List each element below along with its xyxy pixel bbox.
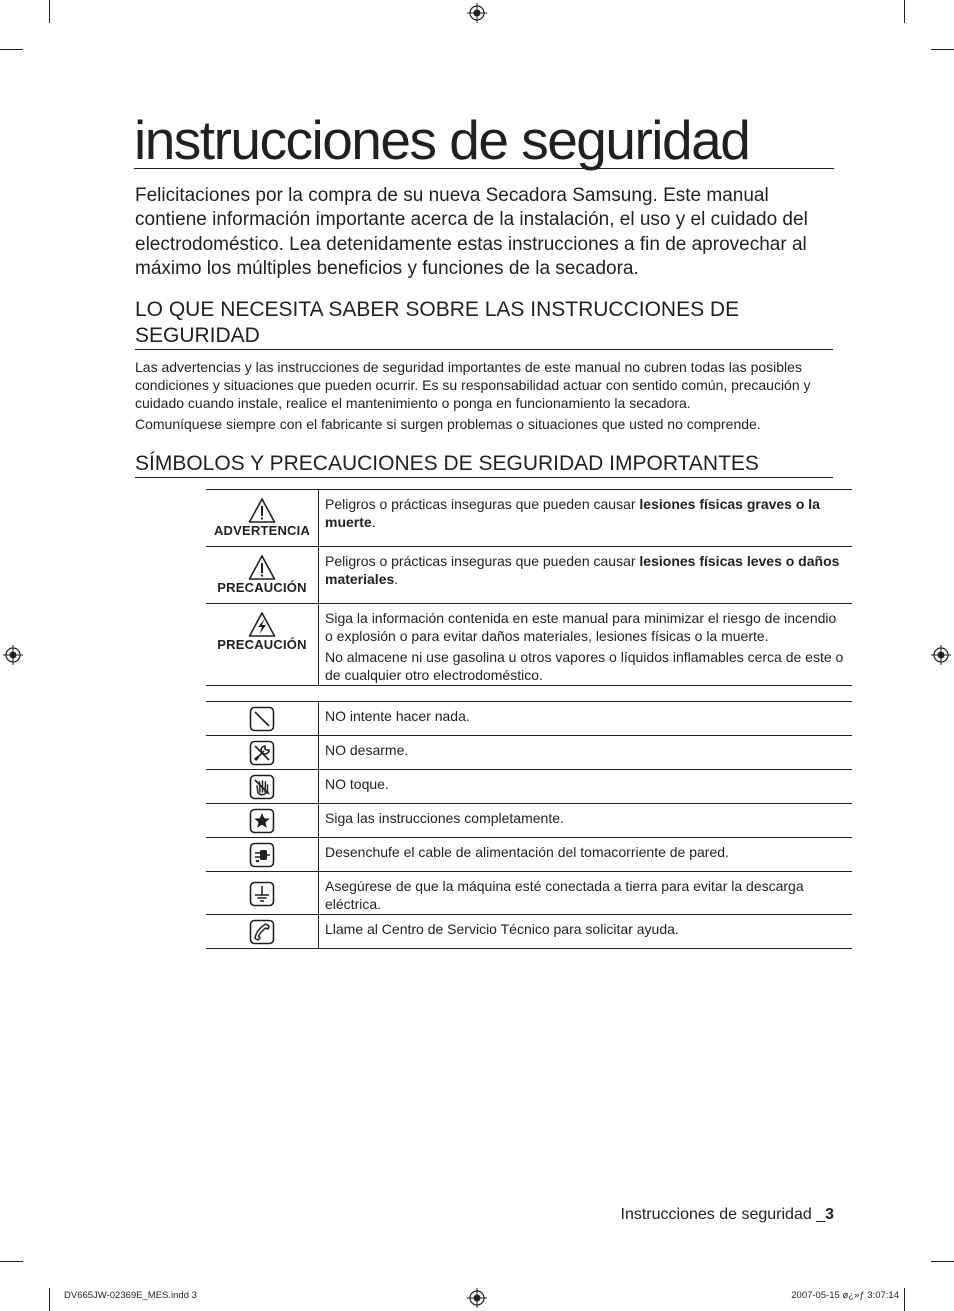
crop-mark — [904, 0, 905, 23]
warning-triangle-icon — [248, 497, 276, 524]
fire-hazard-triangle-icon — [248, 611, 276, 638]
table-row — [206, 702, 852, 736]
intro-paragraph: Felicitaciones por la compra de su nueva Secadora Samsung. Este manual contiene información importante acerca de la instalación, el uso y el cuidado del electrodoméstico. Lea detenidamente estas instrucciones a fin de aprovechar al máximo los múltiples beneficios y funciones de la secadora. — [135, 185, 808, 279]
table-row — [206, 838, 852, 872]
print-slug-file: DV665JW-02369E_MES.indd 3 — [64, 1290, 197, 1301]
caution-label: PRECAUCIÓN — [217, 637, 307, 652]
table-row — [206, 915, 852, 949]
follow-instructions-icon — [249, 808, 275, 834]
crop-mark — [904, 1288, 905, 1311]
no-disassemble-icon — [249, 740, 275, 766]
crop-mark — [0, 49, 23, 50]
list-item: Llame al Centro de Servicio Técnico para solicitar ayuda. — [319, 915, 853, 949]
warning-triangle-icon — [248, 554, 276, 581]
caution-text: . — [394, 571, 399, 587]
caution-text: Peligros o prácticas inseguras que pueden causar — [325, 553, 640, 569]
footer-text: Instrucciones de seguridad _ — [620, 1206, 826, 1223]
page-number: 3 — [825, 1206, 834, 1223]
table-row — [206, 872, 852, 915]
no-touch-icon — [249, 774, 275, 800]
table-row — [206, 804, 852, 838]
crop-mark — [0, 1261, 23, 1262]
warning-text: . — [371, 514, 376, 530]
section-heading-symbols: SÍMBOLOS Y PRECAUCIONES DE SEGURIDAD IMPORTANTES — [135, 451, 833, 478]
caution-text: No almacene ni use gasolina u otros vapores o líquidos inflamables cerca de este o de cualquier otro electrodoméstico. — [325, 649, 844, 683]
warnings-table — [206, 489, 852, 686]
symbols-table — [206, 701, 852, 949]
warning-label: ADVERTENCIA — [213, 523, 311, 538]
ground-icon — [249, 881, 275, 907]
section-heading-safety-instructions: LO QUE NECESITA SABER SOBRE LAS INSTRUCCIONES DE SEGURIDAD — [135, 297, 833, 350]
table-row — [206, 736, 852, 770]
crop-mark — [931, 49, 954, 50]
crop-mark — [931, 1261, 954, 1262]
table-row — [206, 490, 852, 547]
crop-mark — [49, 0, 50, 23]
page-footer — [621, 1206, 834, 1224]
list-item: NO toque. — [319, 770, 853, 804]
section-paragraph: Comuníquese siempre con el fabricante si surgen problemas o situaciones que usted no comprende. — [135, 416, 761, 432]
print-slug-date: 2007-05-15 ø¿»ƒ 3:07:14 — [791, 1290, 899, 1301]
table-row — [206, 770, 852, 804]
list-item: Desenchufe el cable de alimentación del tomacorriente de pared. — [319, 838, 853, 872]
registration-mark-icon — [3, 645, 23, 665]
list-item: NO intente hacer nada. — [319, 702, 853, 736]
page-title: instrucciones de seguridad — [134, 112, 834, 169]
phone-icon — [249, 919, 275, 945]
registration-mark-icon — [467, 1288, 487, 1308]
section-paragraph: Las advertencias y las instrucciones de seguridad importantes de este manual no cubren todas las posibles condiciones y situaciones que pueden ocurrir. Es su responsabilidad actuar con sentido común, precaución y cuidado cuando instale, realice el mantenimiento o ponga en funcionamiento la secadora. — [135, 359, 811, 411]
caution-text: Siga la información contenida en este manual para minimizar el riesgo de incendio o explosión o para evitar daños materiales, lesiones físicas o la muerte. — [325, 610, 837, 644]
table-row — [206, 604, 852, 686]
warning-text-bold: lesiones físicas graves o la muerte — [325, 496, 820, 530]
prohibited-icon — [249, 706, 275, 732]
list-item: NO desarme. — [319, 736, 853, 770]
crop-mark — [49, 1288, 50, 1311]
warning-text: Peligros o prácticas inseguras que pueden causar — [325, 496, 640, 512]
list-item: Asegúrese de que la máquina esté conectada a tierra para evitar la descarga eléctrica. — [319, 872, 853, 915]
list-item: Siga las instrucciones completamente. — [319, 804, 853, 838]
caution-label: PRECAUCIÓN — [217, 580, 307, 595]
table-row — [206, 547, 852, 604]
registration-mark-icon — [931, 645, 951, 665]
unplug-icon — [249, 842, 275, 868]
caution-text-bold: lesiones físicas leves o daños materiales — [325, 553, 840, 587]
registration-mark-icon — [467, 3, 487, 23]
